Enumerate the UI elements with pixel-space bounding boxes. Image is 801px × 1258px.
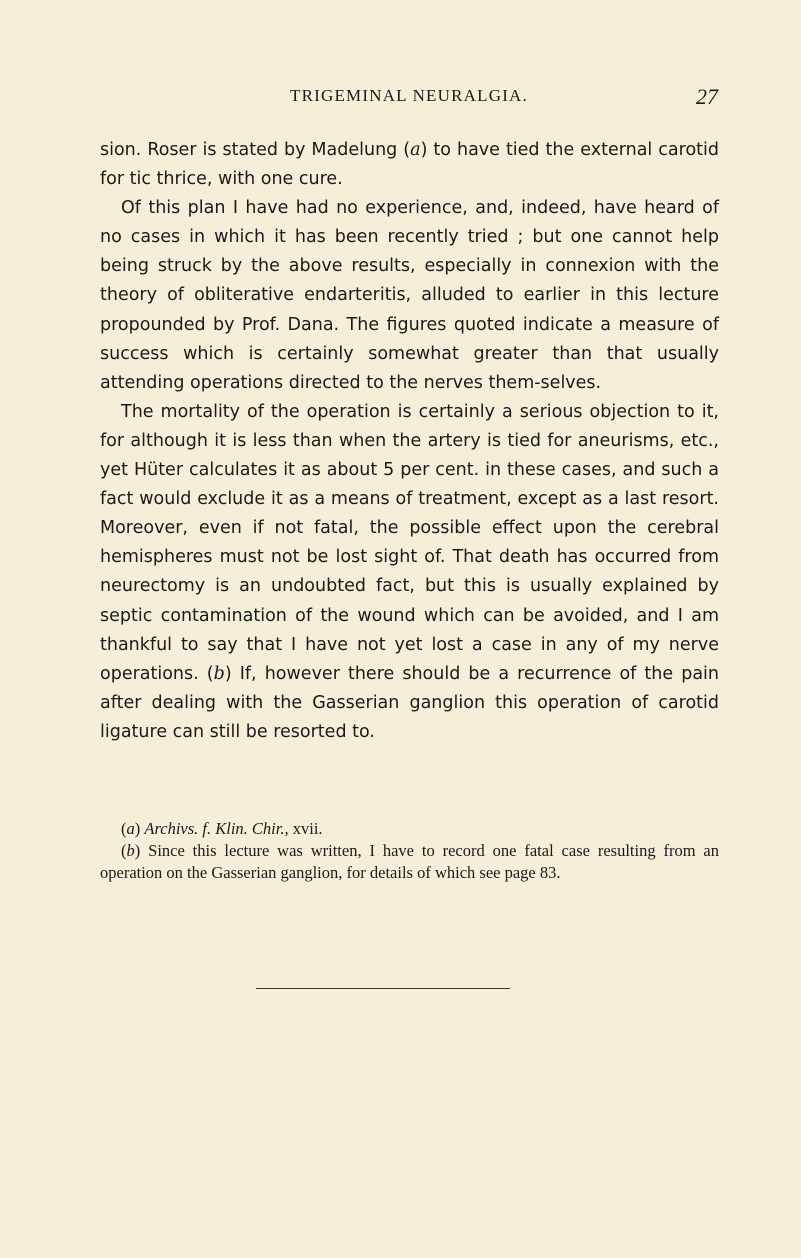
section-divider-rule [256,988,510,989]
paragraph-3-text-end: ) If, however there should be a recurrence of the pain after dealing with the Gasserian ganglion this operation of carotid ligature can still be resorted to. [100,663,720,742]
footnote-a-journal: Archivs. f. Klin. Chir. [144,819,285,838]
footnotes [100,818,719,884]
paragraph-1-text-end: ) to have tied the external carotid for tic thrice, with one cure. [100,140,719,190]
page-header [100,86,718,110]
footnote-a: (a) Archivs. f. Klin. Chir., xvii. [121,819,323,838]
footnote-ref-b: b [213,663,225,684]
paragraph-1-text-start: sion. Roser is stated by Madelung ( [100,140,411,160]
page-number: 27 [696,84,718,109]
footnote-a-text: , xvii. [284,819,323,838]
footnote-b-text: Since this lecture was written, I have to record one fatal case resulting from an operation on the Gasserian ganglion, for details of which see page 83. [100,841,719,882]
paragraph-3-text-start: The mortality of the operation is certainly a serious objection to it, for although it is less than when the artery is tied for aneurisms, etc., yet Hüter calculates it as about 5 per cent. in these cases, and such a fact would exclude it as a means of treatment, except as a last resort. Moreover, even if not fatal, the possible effect upon the cerebral hemispheres must not be lost sight of. That death has occurred from neurectomy is an undoubted fact, but this is usually explained by septic contamination of the wound which can be avoided, and I am thankful to say that I have not yet lost a case in any of my nerve operations. ( [100,401,719,684]
paragraph-3 [100,398,719,747]
footnote-a-mark: a [126,819,135,838]
footnote-b-mark: b [126,841,135,860]
footnote-ref-a: a [410,140,421,160]
body-text [100,136,719,747]
running-title: TRIGEMINAL NEURALGIA. [290,86,528,105]
paragraph-1 [100,136,719,194]
footnote-b: (b) Since this lecture was written, I have to record one fatal case resulting from an operation on the Gasserian ganglion, for details of which see page 83. [100,841,719,882]
paragraph-2: Of this plan I have had no experience, and, indeed, have heard of no cases in which it has been recently tried ; but one cannot help being struck by the above results, especially in connexion with the theory of obliterative endarteritis, alluded to earlier in this lecture propounded by Prof. Dana. The figures quoted indicate a measure of success which is certainly somewhat greater than that usually attending operations directed to the nerves them-selves. [100,198,719,393]
